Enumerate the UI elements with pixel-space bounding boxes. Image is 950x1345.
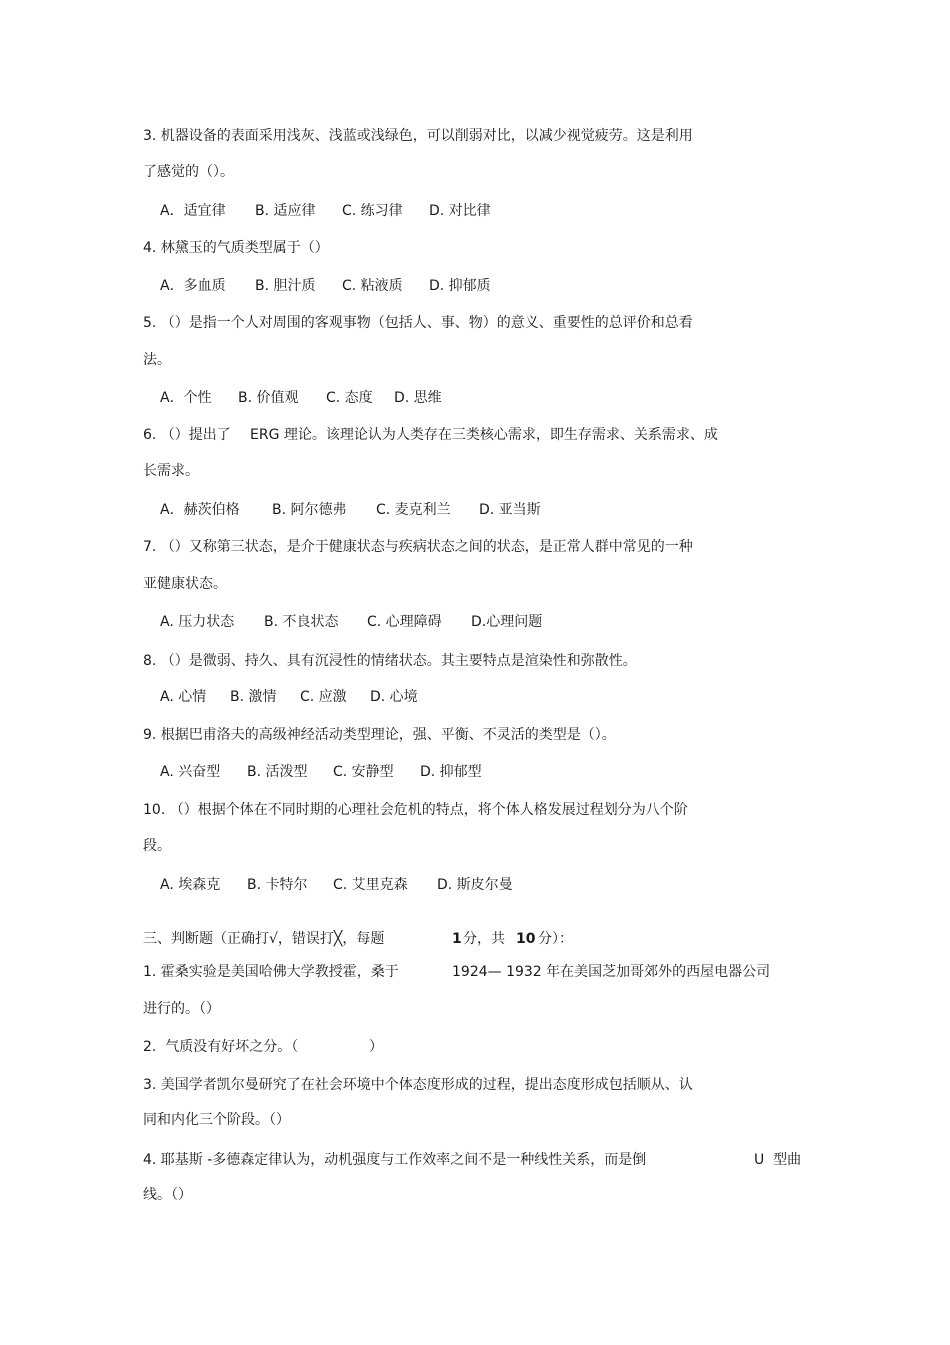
tf-q4-text-line1b: U 型曲 [754,1152,802,1168]
q4-text-line1: 4. 林黛玉的气质类型属于（） [143,240,329,256]
q7-option-d: D.心理问题 [471,614,543,630]
tf-q4-text-line2: 线。（） [143,1187,192,1203]
q4-option-c: C. 粘液质 [342,278,403,294]
q7-option-b: B. 不良状态 [264,614,339,630]
tf-heading-points: 1 [452,931,462,947]
q5-option-c: C. 态度 [326,390,373,406]
q9-option-a: A. 兴奋型 [160,764,221,780]
q10-option-c: C. 艾里克森 [333,877,408,893]
tf-q4-text-line1a: 4. 耶基斯 -多德森定律认为，动机强度与工作效率之间不是一种线性关系，而是倒 [143,1152,647,1168]
q3-text-line1: 3. 机器设备的表面采用浅灰、浅蓝或浅绿色，可以削弱对比，以减少视觉疲劳。这是利用 [143,128,693,144]
q9-option-c: C. 安静型 [333,764,394,780]
tf-heading-part2: 分，共 [463,931,505,947]
tf-q1-text-line2: 进行的。（） [143,1001,220,1017]
q10-text-line2: 段。 [143,838,171,854]
q10-option-a: A. 埃森克 [160,877,221,893]
q7-option-a: A. 压力状态 [160,614,235,630]
q7-text-line2: 亚健康状态。 [143,576,227,592]
tf-heading-total: 10 [516,931,536,947]
q3-text-line2: 了感觉的（）。 [143,164,234,180]
q9-option-d: D. 抑郁型 [420,764,482,780]
q6-option-d: D. 亚当斯 [479,502,541,518]
q4-option-d: D. 抑郁质 [429,278,491,294]
tf-heading-part1: 三、判断题（正确打√，错误打╳，每题 [143,931,385,947]
tf-heading-part3: 分）： [538,931,573,947]
tf-q1-text-line1b: 1924— 1932 年在美国芝加哥郊外的西屋电器公司 [452,964,771,980]
q6-option-a: A．赫茨伯格 [160,502,240,518]
q7-text-line1: 7. （）又称第三状态，是介于健康状态与疾病状态之间的状态，是正常人群中常见的一种 [143,539,693,555]
tf-q3-text-line2: 同和内化三个阶段。（） [143,1112,290,1128]
q3-option-c: C. 练习律 [342,203,403,219]
q3-option-a: A．适宜律 [160,203,226,219]
q5-text-line2: 法。 [143,352,171,368]
tf-q3-text-line1: 3. 美国学者凯尔曼研究了在社会环境中个体态度形成的过程，提出态度形成包括顺从、认 [143,1077,693,1093]
q8-option-a: A. 心情 [160,689,207,705]
q8-option-c: C. 应激 [300,689,347,705]
tf-q1-text-line1a: 1. 霍桑实验是美国哈佛大学教授霍，桑于 [143,964,399,980]
q4-option-b: B. 胆汁质 [255,278,316,294]
tf-q2-text-b: ） [369,1039,383,1055]
q8-text-line1: 8. （）是微弱、持久、具有沉浸性的情绪状态。其主要特点是渲染性和弥散性。 [143,653,637,669]
q6-text-line1a: 6. （）提出了 [143,427,231,443]
q8-option-b: B. 激情 [230,689,277,705]
q9-option-b: B. 活泼型 [247,764,308,780]
q6-text-line1b: ERG 理论。该理论认为人类存在三类核心需求，即生存需求、关系需求、成 [250,427,718,443]
q7-option-c: C. 心理障碍 [367,614,442,630]
q10-option-d: D. 斯皮尔曼 [437,877,513,893]
q6-text-line2: 长需求。 [143,463,199,479]
q3-option-d: D. 对比律 [429,203,491,219]
q5-option-a: A．个性 [160,390,212,406]
q10-option-b: B. 卡特尔 [247,877,308,893]
tf-q2-text-a: 2. 气质没有好坏之分。（ [143,1039,299,1055]
q6-option-c: C. 麦克利兰 [376,502,451,518]
q5-text-line1: 5. （）是指一个人对周围的客观事物（包括人、事、物）的意义、重要性的总评价和总看 [143,315,693,331]
q8-option-d: D. 心境 [370,689,418,705]
q10-text-line1: 10. （）根据个体在不同时期的心理社会危机的特点，将个体人格发展过程划分为八个阶 [143,802,688,818]
q5-option-b: B. 价值观 [238,390,299,406]
q9-text-line1: 9. 根据巴甫洛夫的高级神经活动类型理论，强、平衡、不灵活的类型是（）。 [143,727,616,743]
q6-option-b: B. 阿尔德弗 [272,502,347,518]
q3-option-b: B. 适应律 [255,203,316,219]
q5-option-d: D. 思维 [394,390,442,406]
q4-option-a: A．多血质 [160,278,226,294]
